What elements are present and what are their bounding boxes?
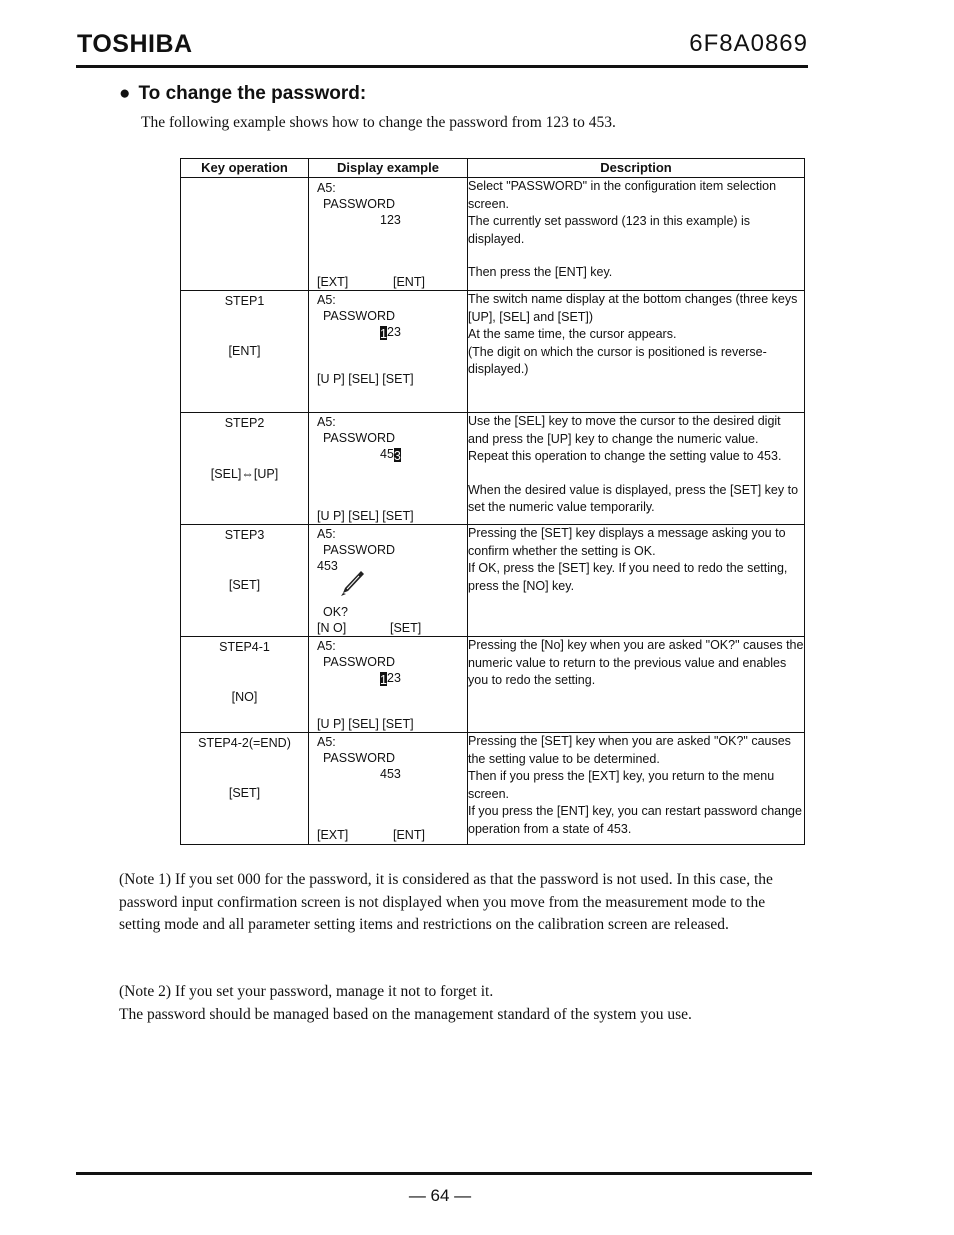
display-softkeys: [U P] [SEL] [SET] bbox=[317, 509, 414, 523]
display-line: A5: bbox=[317, 735, 336, 749]
display-line: A5: bbox=[317, 527, 336, 541]
description-cell bbox=[468, 291, 805, 413]
description-text: Then press the [ENT] key. bbox=[468, 265, 613, 279]
page-number: — 64 — bbox=[408, 1186, 472, 1205]
cursor-icon: 3 bbox=[393, 449, 401, 463]
display-line: PASSWORD bbox=[323, 431, 395, 445]
step-label: STEP3 bbox=[224, 528, 265, 542]
display-softkey: [SET] bbox=[390, 621, 422, 635]
description-cell bbox=[468, 637, 805, 733]
display-softkey: [N O] bbox=[317, 621, 347, 635]
display-value: 123 bbox=[380, 213, 401, 227]
description-cell bbox=[468, 525, 805, 637]
display-value: 453 bbox=[317, 559, 338, 573]
table-row bbox=[181, 413, 805, 525]
display-value: 453 bbox=[380, 447, 401, 463]
key-operation-cell bbox=[181, 291, 309, 413]
note-2-line: The password should be managed based on the management standard of the system you use. bbox=[119, 1005, 692, 1023]
display-softkey: [ENT] bbox=[393, 828, 425, 842]
table-row bbox=[181, 637, 805, 733]
section-heading bbox=[119, 83, 366, 105]
description-cell bbox=[468, 178, 805, 291]
cursor-icon: 1 bbox=[380, 673, 387, 687]
key-label: [SET] bbox=[228, 786, 261, 800]
display-example-cell bbox=[309, 525, 468, 637]
intro-text: The following example shows how to change the password from 123 to 453. bbox=[141, 114, 616, 131]
display-example-cell bbox=[309, 178, 468, 291]
table-row bbox=[181, 733, 805, 845]
display-line: A5: bbox=[317, 415, 336, 429]
description-text: Then if you press the [EXT] key, you return to the menu screen. bbox=[468, 769, 775, 801]
table-row bbox=[181, 525, 805, 637]
description-text: The currently set password (123 in this example) is displayed. bbox=[468, 214, 751, 246]
cursor-icon: 1 bbox=[380, 327, 387, 341]
display-example-cell bbox=[309, 413, 468, 525]
footer-rule bbox=[76, 1172, 812, 1175]
display-line: PASSWORD bbox=[323, 655, 395, 669]
display-line: A5: bbox=[317, 181, 336, 195]
description-text: If OK, press the [SET] key. If you need to redo the setting, press the [NO] key. bbox=[468, 561, 788, 593]
note-2-line: (Note 2) If you set your password, manage it not to forget it. bbox=[119, 983, 494, 1000]
description-text: Pressing the [No] key when you are asked "OK?" causes the numeric value to return to the previous value and enables you to redo the setting. bbox=[468, 638, 804, 687]
display-line: PASSWORD bbox=[323, 309, 395, 323]
note-2 bbox=[119, 981, 779, 1026]
key-operation-cell bbox=[181, 637, 309, 733]
display-value: 453 bbox=[380, 767, 401, 781]
display-prompt: OK? bbox=[323, 605, 349, 619]
key-operation-cell bbox=[181, 733, 309, 845]
key-label: [ENT] bbox=[228, 344, 261, 358]
table-row bbox=[181, 291, 805, 413]
display-line: A5: bbox=[317, 639, 336, 653]
description-text: Use the [SEL] key to move the cursor to the desired digit and press the [UP] key to change the numeric value. bbox=[468, 414, 781, 446]
key-label: [SEL]⇔[UP] bbox=[210, 467, 279, 481]
toshiba-logo: TOSHIBA bbox=[77, 30, 193, 58]
display-example-cell bbox=[309, 637, 468, 733]
description-cell bbox=[468, 733, 805, 845]
step-label: STEP2 bbox=[224, 416, 265, 430]
password-steps-table bbox=[180, 158, 805, 845]
description-text: When the desired value is displayed, press the [SET] key to set the numeric value temporarily. bbox=[468, 482, 799, 514]
pen-icon bbox=[339, 569, 365, 597]
description-text: At the same time, the cursor appears. bbox=[468, 327, 677, 341]
header-rule bbox=[76, 65, 808, 68]
description-text: (The digit on which the cursor is positioned is reverse-displayed.) bbox=[468, 344, 767, 376]
section-heading-text: To change the password: bbox=[138, 83, 367, 104]
display-example-cell bbox=[309, 733, 468, 845]
table-header-row bbox=[181, 159, 805, 178]
display-example-cell bbox=[309, 291, 468, 413]
description-text: Pressing the [SET] key displays a message asking you to confirm whether the setting is OK. bbox=[468, 526, 786, 558]
display-softkeys: [U P] [SEL] [SET] bbox=[317, 717, 414, 731]
table-row bbox=[181, 178, 805, 291]
description-text: If you press the [ENT] key, you can restart password change operation from a state of 453. bbox=[468, 804, 802, 836]
display-line: PASSWORD bbox=[323, 197, 395, 211]
display-softkey: [ENT] bbox=[393, 275, 425, 289]
col-header-display-example: Display example bbox=[309, 159, 468, 178]
step-label: STEP4-2(=END) bbox=[198, 736, 291, 750]
step-label: STEP1 bbox=[224, 294, 265, 308]
description-cell bbox=[468, 413, 805, 525]
document-number: 6F8A0869 bbox=[689, 30, 808, 57]
display-softkey: [EXT] bbox=[317, 828, 349, 842]
bullet-icon: ● bbox=[119, 83, 131, 104]
display-value: 123 bbox=[380, 671, 401, 687]
description-text: Repeat this operation to change the setting value to 453. bbox=[468, 449, 782, 463]
key-operation-cell bbox=[181, 413, 309, 525]
key-operation-cell bbox=[181, 178, 309, 291]
display-line: PASSWORD bbox=[323, 543, 395, 557]
display-line: PASSWORD bbox=[323, 751, 395, 765]
col-header-key-operation: Key operation bbox=[181, 159, 309, 178]
display-value: 123 bbox=[380, 325, 401, 341]
description-text: The switch name display at the bottom changes (three keys [UP], [SEL] and [SET]) bbox=[468, 292, 798, 324]
display-line: A5: bbox=[317, 293, 336, 307]
key-operation-cell bbox=[181, 525, 309, 637]
step-label: STEP4-1 bbox=[219, 640, 270, 654]
display-softkey: [EXT] bbox=[317, 275, 349, 289]
note-1: (Note 1) If you set 000 for the password, it is considered as that the password is not used. In this case, the password input confirmation screen is not displayed when you move from the measurement mode to the setting mode and all parameter setting items and restrictions on the calibration screen are released. bbox=[119, 871, 773, 933]
key-label: [NO] bbox=[231, 690, 258, 704]
description-text: Pressing the [SET] key when you are asked "OK?" causes the setting value to be determined. bbox=[468, 734, 791, 766]
description-text: Select "PASSWORD" in the configuration item selection screen. bbox=[468, 179, 777, 211]
key-label: [SET] bbox=[228, 578, 261, 592]
display-softkeys: [U P] [SEL] [SET] bbox=[317, 372, 414, 386]
col-header-description: Description bbox=[468, 159, 805, 178]
